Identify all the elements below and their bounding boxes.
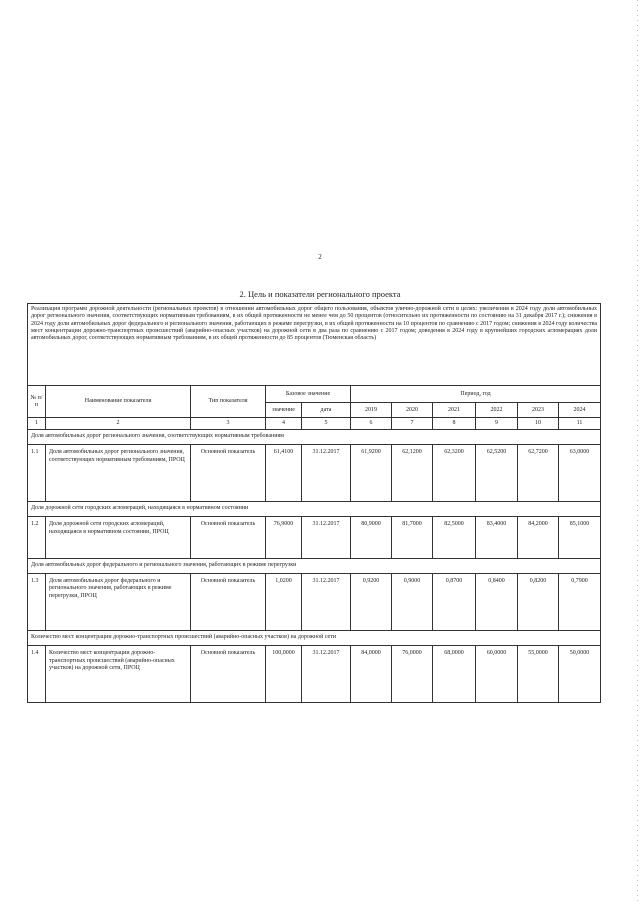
group-row: [28, 429, 601, 444]
year-value: 0,9200: [351, 574, 392, 631]
col-number: 3: [191, 418, 266, 429]
year-value: 62,3200: [433, 445, 476, 502]
year-value: 84,2000: [518, 517, 559, 558]
col-number: 4: [266, 418, 302, 429]
col-number: 11: [559, 418, 601, 429]
year-value: 63,0000: [559, 445, 601, 502]
header-date: дата: [302, 402, 351, 417]
col-number: 10: [518, 418, 559, 429]
year-value: 82,5000: [433, 517, 476, 558]
page-number: 2: [318, 253, 322, 261]
col-number: 6: [351, 418, 392, 429]
year-value: 76,0000: [392, 646, 433, 703]
col-number: 9: [476, 418, 518, 429]
base-value: 1,0200: [266, 574, 302, 631]
base-value: 61,4100: [266, 445, 302, 502]
header-num: № п/п: [28, 386, 46, 418]
year-value: 84,0000: [351, 646, 392, 703]
indicator-row: [28, 517, 601, 558]
indicator-name: Доля автомобильных дорог федерального и регионального значения, работающих в режиме перегрузки, ПРОЦ: [46, 574, 191, 631]
indicator-name: Доля дорожной сети городских агломераций, находящаяся в нормативном состоянии, ПРОЦ: [46, 517, 191, 558]
base-date: 31.12.2017: [302, 445, 351, 502]
header-type: Тип показателя: [191, 386, 266, 418]
header-base: Базовое значение: [266, 386, 351, 402]
year-value: 55,0000: [518, 646, 559, 703]
base-value: 100,0000: [266, 646, 302, 703]
year-value: 62,7200: [518, 445, 559, 502]
group-title: Доля автомобильных дорог федерального и регионального значения, работающих в режиме перегрузки: [28, 558, 601, 573]
header-year: 2022: [476, 402, 518, 417]
goal-description: Реализация программ дорожной деятельности (региональных проектов) в отношении автомобильных дорог общего пользования, объектов улично-дорожной сети в целях: увеличения в 2024 году доли автомобильных дорог регионального значения, соответствующих нормативным требованиям, в их общей протяженности не менее чем до 50 процентов (относительно их протяженности по состоянию на 31 декабря 2017 г.); снижения в 2024 году доли автомобильных дорог федерального и регионального значения, работающих в режиме перегрузки, в их общей протяженности на 10 процентов по сравнению с 2017 годом; снижения в 2024 году количества мест концентрации дорожно-транспортных происшествий (аварийно-опасных участков) на дорожной сети в два раза по сравнению с 2017 годом; доведения в 2024 году в крупнейших городских агломерациях доли автомобильных дорог, соответствующих нормативным требованиям, в их общей протяженности до 85 процентов (Тюменская область): [28, 304, 601, 386]
col-number: 7: [392, 418, 433, 429]
indicator-row: [28, 646, 601, 703]
year-value: 81,7000: [392, 517, 433, 558]
year-value: 0,7900: [559, 574, 601, 631]
col-number: 8: [433, 418, 476, 429]
header-year: 2023: [518, 402, 559, 417]
year-value: 62,1200: [392, 445, 433, 502]
group-title: Доля автомобильных дорог регионального значения, соответствующих нормативным требованиям: [28, 429, 601, 444]
year-value: 61,9200: [351, 445, 392, 502]
year-value: 60,0000: [476, 646, 518, 703]
indicator-type: Основной показатель: [191, 646, 266, 703]
indicator-type: Основной показатель: [191, 517, 266, 558]
header-year: 2021: [433, 402, 476, 417]
indicator-name: Количество мест концентрации дорожно-транспортных происшествий (аварийно-опасных участков) на дорожной сети, ПРОЦ: [46, 646, 191, 703]
year-value: 85,1000: [559, 517, 601, 558]
year-value: 0,8700: [433, 574, 476, 631]
base-date: 31.12.2017: [302, 517, 351, 558]
group-row: [28, 501, 601, 516]
year-value: 68,0000: [433, 646, 476, 703]
header-period: Период, год: [351, 386, 601, 402]
col-number: 2: [46, 418, 191, 429]
year-value: 0,8400: [476, 574, 518, 631]
scan-edge: [637, 0, 638, 905]
indicator-num: 1.3: [28, 574, 46, 631]
year-value: 62,5200: [476, 445, 518, 502]
header-name: Наименование показателя: [46, 386, 191, 418]
group-title: Доля дорожной сети городских агломераций, находящаяся в нормативном состоянии: [28, 501, 601, 516]
base-date: 31.12.2017: [302, 646, 351, 703]
group-row: [28, 630, 601, 645]
year-value: 80,9000: [351, 517, 392, 558]
indicator-row: [28, 574, 601, 631]
group-row: [28, 558, 601, 573]
col-number: 1: [28, 418, 46, 429]
group-title: Количество мест концентрации дорожно-транспортных происшествий (аварийно-опасных участков) на дорожной сети: [28, 630, 601, 645]
indicator-num: 1.2: [28, 517, 46, 558]
header-year: 2020: [392, 402, 433, 417]
header-year: 2024: [559, 402, 601, 417]
year-value: 0,9000: [392, 574, 433, 631]
indicator-num: 1.1: [28, 445, 46, 502]
base-value: 76,9000: [266, 517, 302, 558]
indicators-table: [27, 303, 601, 703]
column-numbers-row: [28, 418, 601, 429]
indicator-type: Основной показатель: [191, 445, 266, 502]
indicator-num: 1.4: [28, 646, 46, 703]
indicator-type: Основной показатель: [191, 574, 266, 631]
year-value: 83,4000: [476, 517, 518, 558]
year-value: 0,8200: [518, 574, 559, 631]
year-value: 50,0000: [559, 646, 601, 703]
section-title: 2. Цель и показатели регионального проекта: [239, 289, 401, 299]
col-number: 5: [302, 418, 351, 429]
indicator-name: Доля автомобильных дорог регионального значения, соответствующих нормативным требованиям, ПРОЦ: [46, 445, 191, 502]
header-value: значение: [266, 402, 302, 417]
indicator-row: [28, 445, 601, 502]
header-year: 2019: [351, 402, 392, 417]
base-date: 31.12.2017: [302, 574, 351, 631]
